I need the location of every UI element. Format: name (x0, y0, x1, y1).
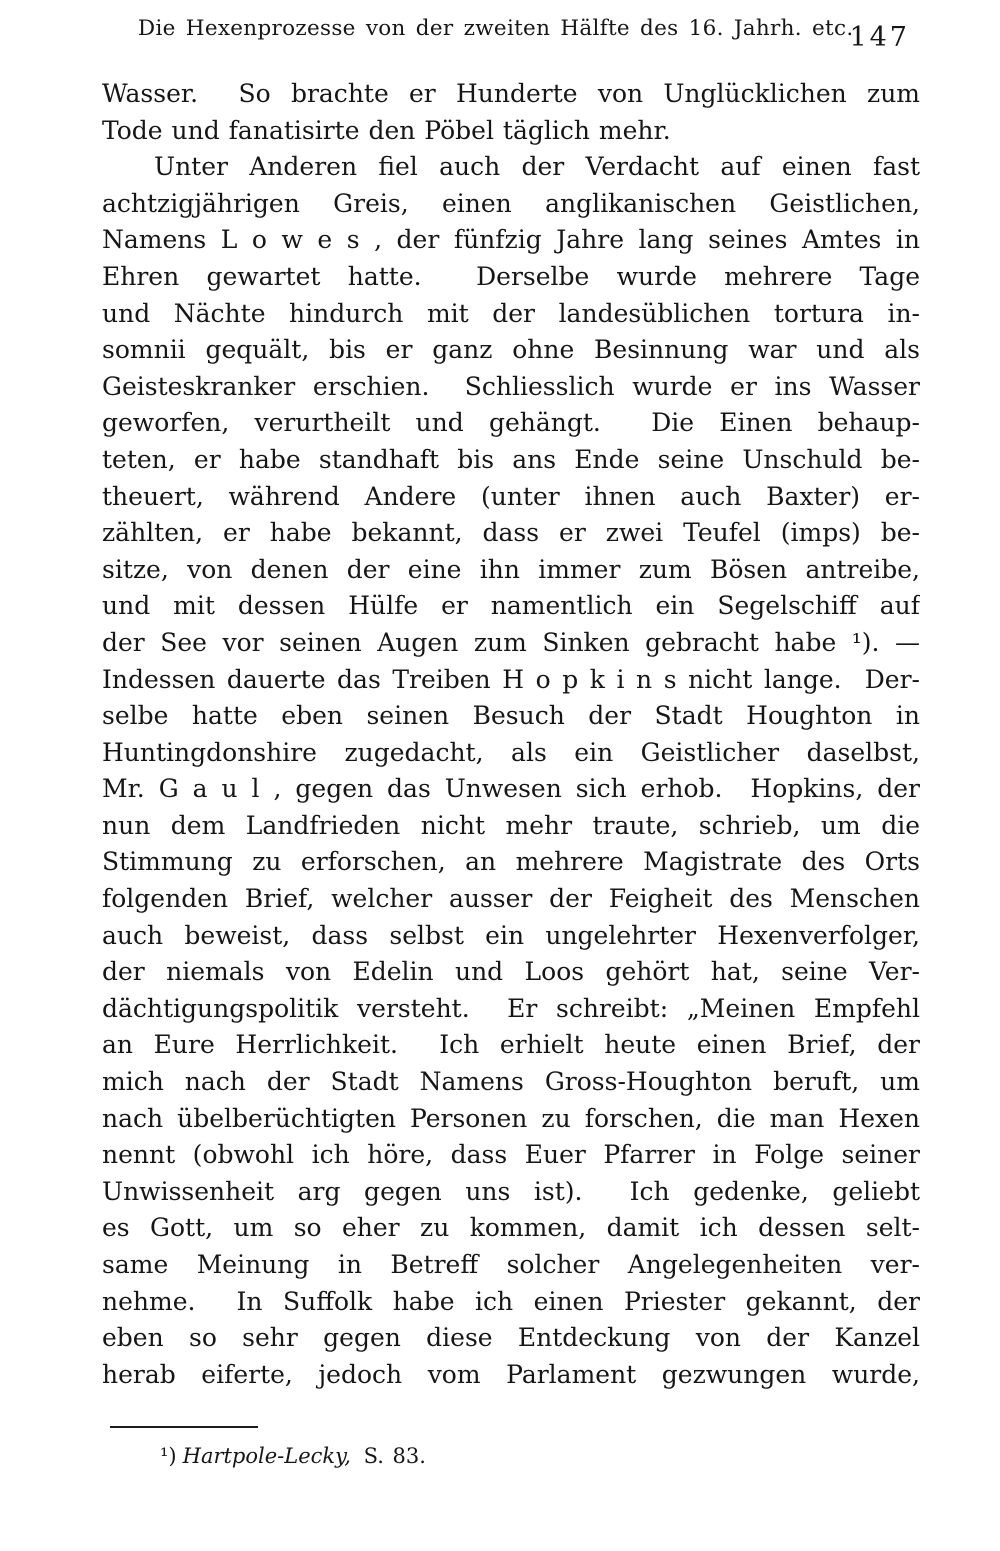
text-line: achtzigjährigen Greis, einen anglikanischen Geistlichen, (102, 188, 920, 218)
text-line: auch beweist, dass selbst ein ungelehrter Hexenverfolger, (102, 920, 920, 950)
text-line: Wasser. So brachte er Hunderte von Unglücklichen zum (102, 79, 920, 108)
text-line: somnii gequält, bis er ganz ohne Besinnung war und als (102, 335, 920, 365)
text-line: sitze, von denen der eine ihn immer zum Bösen antreibe, (102, 554, 920, 584)
text-line: Geisteskranker erschien. Schliesslich wurde er ins Wasser (102, 371, 920, 401)
text-line: selbe hatte eben seinen Besuch der Stadt Houghton in (102, 701, 920, 731)
text-line: nehme. In Suffolk habe ich einen Priester gekannt, der (102, 1286, 920, 1316)
text-line: nun dem Landfrieden nicht mehr traute, schrieb, um die (102, 810, 920, 840)
text-line: Huntingdonshire zugedacht, als ein Geistlicher daselbst, (102, 737, 920, 767)
text-line: und Nächte hindurch mit der landesüblichen tortura in- (102, 298, 920, 328)
text-line: Ehren gewartet hatte. Derselbe wurde mehrere Tage (102, 261, 920, 291)
text-line: der See vor seinen Augen zum Sinken gebracht habe ¹). — (102, 627, 920, 657)
running-title: Die Hexenprozesse von der zweiten Hälfte des 16. Jahrh. etc. (137, 16, 854, 41)
page-header (100, 14, 920, 54)
body-text (102, 76, 920, 1393)
text-line: Unwissenheit arg gegen uns ist). Ich gedenke, geliebt (102, 1176, 920, 1206)
footnote (160, 1444, 426, 1468)
text-line: mich nach der Stadt Namens Gross-Houghton beruft, um (102, 1067, 920, 1097)
text-line: same Meinung in Betreff solcher Angelegenheiten ver- (102, 1250, 920, 1279)
text-line: dächtigungspolitik versteht. Er schreibt: „Meinen Empfehl (102, 993, 920, 1023)
text-line: an Eure Herrlichkeit. Ich erhielt heute einen Brief, der (102, 1030, 920, 1060)
text-line: theuert, während Andere (unter ihnen auch Baxter) er- (102, 481, 920, 511)
footnote-source: Hartpole-Lecky, (182, 1444, 351, 1468)
text-line: Unter Anderen fiel auch der Verdacht auf einen fast (154, 152, 920, 182)
text-line: Mr. G a u l , gegen das Unwesen sich erhob. Hopkins, der (102, 774, 920, 804)
text-line: teten, er habe standhaft bis ans Ende seine Unschuld be- (102, 444, 920, 474)
footnote-detail: S. 83. (363, 1444, 426, 1468)
text-line: folgenden Brief, welcher ausser der Feigheit des Menschen (102, 884, 920, 914)
text-line: Indessen dauerte das Treiben H o p k i n s nicht lange. Der- (102, 664, 920, 694)
text-line: nennt (obwohl ich höre, dass Euer Pfarrer in Folge seiner (102, 1140, 920, 1170)
text-line: Stimmung zu erforschen, an mehrere Magistrate des Orts (102, 847, 920, 877)
text-line: herab eiferte, jedoch vom Parlament gezwungen wurde, (102, 1359, 920, 1389)
text-line: der niemals von Edelin und Loos gehört hat, seine Ver- (102, 957, 920, 987)
text-line: nach übelberüchtigten Personen zu forschen, die man Hexen (102, 1103, 920, 1133)
footnote-divider (110, 1426, 258, 1428)
footnote-marker: ¹) (160, 1444, 177, 1468)
page-number: 147 (849, 22, 910, 53)
text-line: eben so sehr gegen diese Entdeckung von der Kanzel (102, 1323, 920, 1353)
text-line: zählten, er habe bekannt, dass er zwei Teufel (imps) be- (102, 518, 920, 548)
text-line: es Gott, um so eher zu kommen, damit ich dessen selt- (102, 1213, 920, 1243)
text-line: und mit dessen Hülfe er namentlich ein Segelschiff auf (102, 591, 920, 621)
text-line: geworfen, verurtheilt und gehängt. Die Einen behaup- (102, 408, 920, 438)
text-line: Tode und fanatisirte den Pöbel täglich mehr. (102, 115, 671, 145)
text-line: Namens L o w e s , der fünfzig Jahre lang seines Amtes in (102, 225, 920, 255)
